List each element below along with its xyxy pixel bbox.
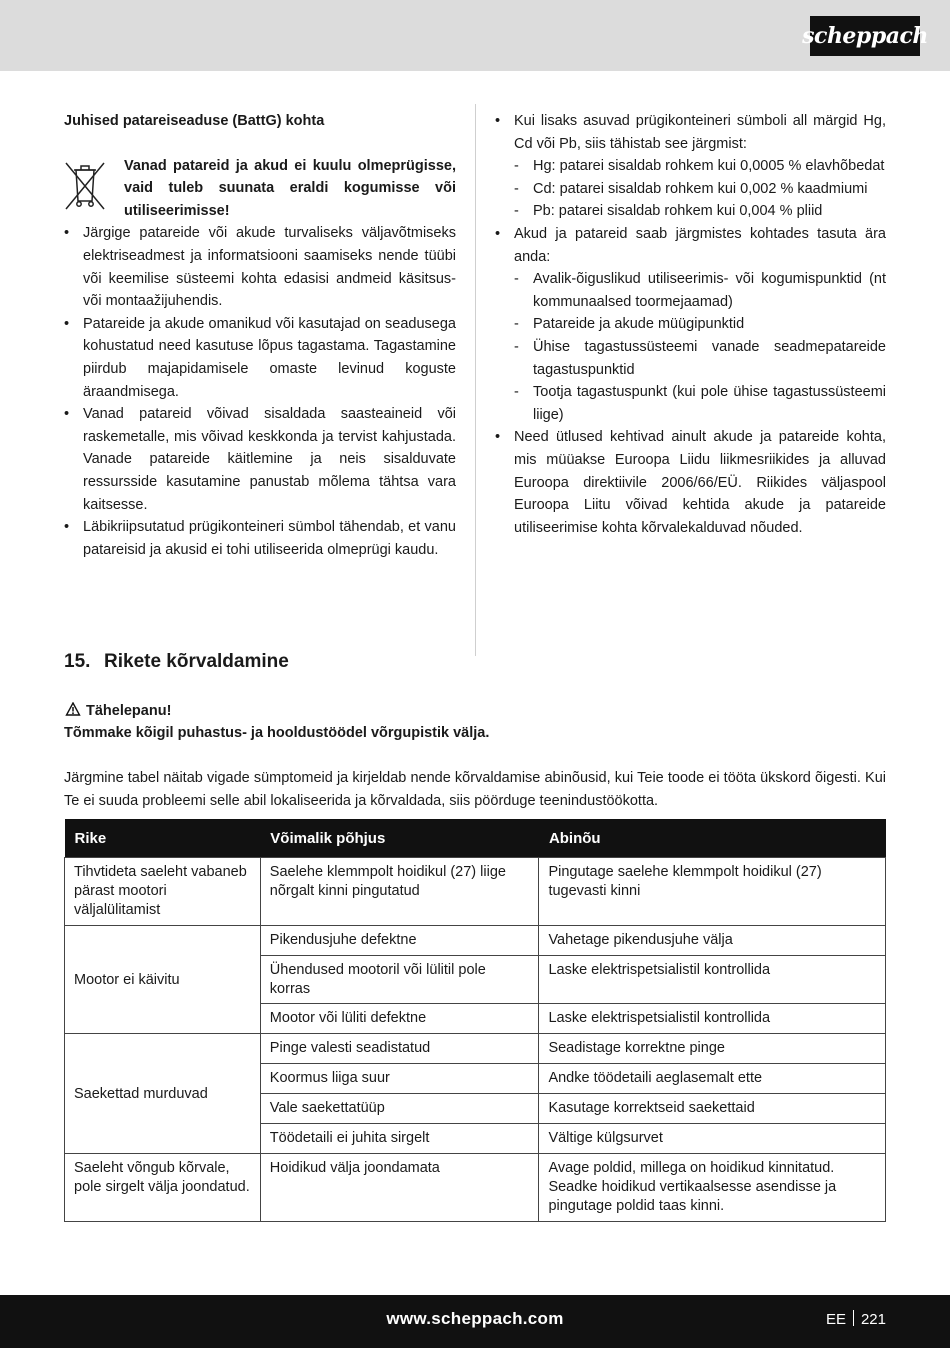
fault-cell: Saeleht võngub kõrvale, pole sirgelt välja joondatud. <box>65 1154 261 1222</box>
section-number: 15. <box>64 651 91 672</box>
return-points-list <box>514 268 886 426</box>
remedy-cell: Vältige külgsurvet <box>539 1124 886 1154</box>
column-header: Rike <box>65 819 261 858</box>
battery-warning <box>64 155 456 223</box>
list-item: • Vanad patareid võivad sisaldada saasteaineid või raskemetalle, mis võivad keskkonda ja tervist kahjustada. Vanade patareide käitlemine ja neis sisalduvate ressursside kasutamine panustab mõlema tähtsa vara kaitsesse. <box>64 406 456 513</box>
attention-notice <box>64 700 489 744</box>
battg-heading: Juhised patareiseaduse (BattG) kohta <box>64 113 325 129</box>
remedy-cell: Laske elektrispetsialistil kontrollida <box>539 1004 886 1034</box>
notice-text: Tõmmake kõigil puhastus- ja hooldustöödel võrgupistik välja. <box>64 725 490 741</box>
list-item: • Need ütlused kehtivad ainult akude ja patareide kohta, mis müüakse Euroopa Liidu liikmesriikides ja alluvad Euroopa direktiivile 2006/66/EÜ. Riikides väljaspool Euroopa Liitu võivad kehtida akude ja patareide utiliseerimise kohta kõrvalekalduvad nõuded. <box>495 429 886 536</box>
page-separator <box>853 1310 854 1326</box>
list-item: • Läbikriipsutatud prügikonteineri sümbol tähendab, et vanu patareisid ja akusid ei tohi utiliseerida olmeprügi kaudu. <box>64 519 456 558</box>
column-divider <box>475 104 476 656</box>
remedy-cell: Seadistage korrektne pinge <box>539 1034 886 1064</box>
fault-cell: Saekettad murduvad <box>65 1034 261 1154</box>
notice-title: Tähelepanu! <box>86 703 172 719</box>
chemical-markings-list <box>514 155 886 223</box>
table-row <box>65 1034 886 1064</box>
footer-bar <box>0 1295 950 1348</box>
website-link[interactable]: www.scheppach.com <box>386 1309 564 1328</box>
battg-list-continued <box>495 110 886 539</box>
section-heading: Rikete kõrvaldamine <box>104 651 289 672</box>
cause-cell: Ühendused mootoril või lülitil pole korras <box>260 956 539 1004</box>
remedy-cell: Pingutage saelehe klemmpolt hoidikul (27) tugevasti kinni <box>539 858 886 926</box>
cause-cell: Koormus liiga suur <box>260 1064 539 1094</box>
cause-cell: Pinge valesti seadistatud <box>260 1034 539 1064</box>
remedy-cell: Andke töödetaili aeglasemalt ette <box>539 1064 886 1094</box>
crossed-out-bin-icon <box>64 159 106 211</box>
list-item: • Patareide ja akude omanikud või kasutajad on seadusega kohustatud need kasutuse lõpus tagastama. Tagastamine piirdub majapidamisele omaste levinud koguste äraandmisega. <box>64 315 456 400</box>
header-bar <box>0 0 950 71</box>
remedy-cell: Vahetage pikendusjuhe välja <box>539 926 886 956</box>
right-column <box>495 110 886 539</box>
column-header: Abinõu <box>539 819 886 858</box>
intro-paragraph: Järgmine tabel näitab vigade sümptomeid ja kirjeldab nende kõrvaldamise abinõusid, kui Teie toode ei tööta ükskord õigesti. Kui Te ei suuda probleemi selle abil lokaliseerida ja kõrvaldada, siis pöörduge teenindustöökotta. <box>64 770 886 809</box>
page-number: 221 <box>860 1311 886 1328</box>
remedy-cell: Kasutage korrektseid saekettaid <box>539 1094 886 1124</box>
remedy-cell: Avage poldid, millega on hoidikud kinnitatud. Seadke hoidikud vertikaalsesse asendisse ja pingutage poldid taas kinni. <box>539 1154 886 1222</box>
warning-triangle-icon <box>64 702 82 716</box>
left-column <box>64 110 456 561</box>
table-row <box>65 926 886 956</box>
cause-cell: Vale saekettatüüp <box>260 1094 539 1124</box>
cause-cell: Mootor või lüliti defektne <box>260 1004 539 1034</box>
table-header-row <box>65 819 886 858</box>
battery-warning-text: Vanad patareid ja akud ei kuulu olmeprügisse, vaid tuleb suunata eraldi kogumisse või utiliseerimisse! <box>124 157 456 219</box>
cause-cell: Pikendusjuhe defektne <box>260 926 539 956</box>
list-item: - Pb: patarei sisaldab rohkem kui 0,004 % pliid <box>514 203 823 220</box>
list-item: - Patareide ja akude müügipunktid <box>514 316 745 333</box>
list-item: - Tootja tagastuspunkt (kui pole ühise tagastussüsteemi liige) <box>514 384 886 423</box>
cause-cell: Hoidikud välja joondamata <box>260 1154 539 1222</box>
cause-cell: Saelehe klemmpolt hoidikul (27) liige nõrgalt kinni pingutatud <box>260 858 539 926</box>
list-item: - Ühise tagastussüsteemi vanade seadmepatareide tagastuspunktid <box>514 338 886 378</box>
battg-list <box>64 222 456 561</box>
section-title <box>64 651 289 673</box>
list-item: - Avalik-õiguslikud utiliseerimis- või kogumispunktid (nt kommunaalsed toormejaamad) <box>514 271 886 310</box>
list-item: • Järgige patareide või akude turvaliseks väljavõtmiseks elektriseadmest ja informatsiooni saamiseks nende tüübi või keemilise süsteemi kohta edasisi andmeid käsitsus- või montaažijuhendis. <box>64 225 456 310</box>
cause-cell: Töödetaili ei juhita sirgelt <box>260 1124 539 1154</box>
language-code: EE <box>825 1311 846 1328</box>
list-item: - Cd: patarei sisaldab rohkem kui 0,002 % kaadmiumi <box>514 180 868 197</box>
fault-cell: Tihvtideta saeleht vabaneb pärast mootori väljalülitamist <box>65 858 261 926</box>
table-row <box>65 858 886 926</box>
list-item: • Akud ja patareid saab järgmistes kohtades tasuta ära anda: - Avalik-õiguslikud utiliseerimis- või kogumispunktid (nt kommunaalsed toormejaamad) - Patareide ja akude müügipunktid - Ühise tagastussüsteemi vanade seadmepatareide tagastuspunktid - Tootja tagastuspunkt (kui pole ühise tagastussüsteemi liige) <box>495 223 886 426</box>
brand-logo: scheppach <box>810 16 920 56</box>
fault-cell: Mootor ei käivitu <box>65 926 261 1034</box>
remedy-cell: Laske elektrispetsialistil kontrollida <box>539 956 886 1004</box>
table-row <box>65 1154 886 1222</box>
list-item: - Hg: patarei sisaldab rohkem kui 0,0005 % elavhõbedat <box>514 158 885 175</box>
column-header: Võimalik põhjus <box>260 819 539 858</box>
troubleshooting-table <box>64 819 886 1222</box>
list-item: • Kui lisaks asuvad prügikonteineri sümboli all märgid Hg, Cd või Pb, siis tähistab see järgmist: - Hg: patarei sisaldab rohkem kui 0,0005 % elavhõbedat - Cd: patarei sisaldab rohkem kui 0,002 % kaadmiumi - Pb: patarei sisaldab rohkem kui 0,004 % pliid <box>495 110 886 223</box>
page-indicator <box>826 1310 886 1328</box>
